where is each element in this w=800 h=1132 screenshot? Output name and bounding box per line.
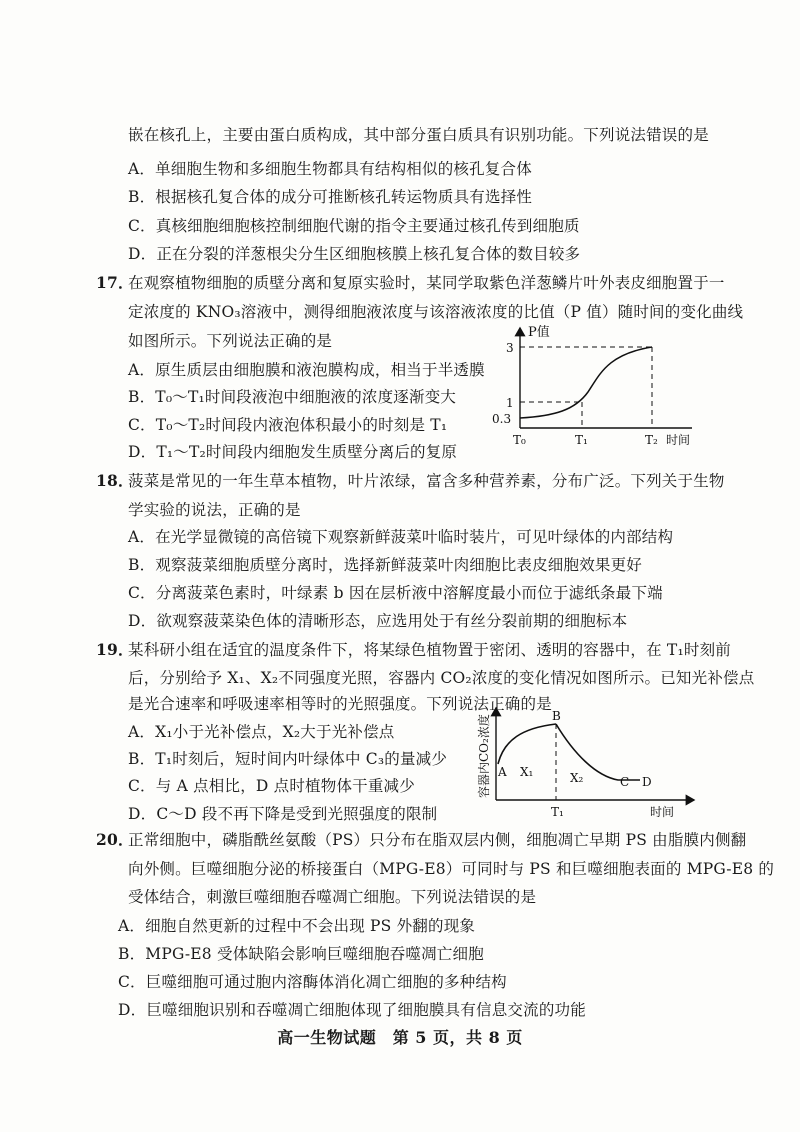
q18-number: 18． xyxy=(96,471,134,490)
q20-option-d: D．巨噬细胞识别和吞噬凋亡细胞体现了细胞膜具有信息交流的功能 xyxy=(118,1001,586,1019)
q16-stem-continued: 嵌在核孔上，主要由蛋白质构成，其中部分蛋白质具有识别功能。下列说法错误的是 xyxy=(128,126,709,144)
q17-stem-line-1: 在观察植物细胞的质壁分离和复原实验时，某同学取紫色洋葱鳞片叶外表皮细胞置于一 xyxy=(128,274,725,292)
q16-option-a: A．单细胞生物和多细胞生物都具有结构相似的核孔复合体 xyxy=(128,160,532,178)
q16-option-b: B．根据核孔复合体的成分可推断核孔转运物质具有选择性 xyxy=(128,188,533,206)
q17-curve xyxy=(520,347,652,418)
q16-option-d: D．正在分裂的洋葱根尖分生区细胞核膜上核孔复合体的数目较多 xyxy=(128,245,581,263)
q20-stem-line-3: 受体结合，刺激巨噬细胞吞噬凋亡细胞。下列说法错误的是 xyxy=(128,888,537,906)
q17-xtick-t1: T₁ xyxy=(575,433,588,447)
q18-stem-line-1: 菠菜是常见的一年生草本植物，叶片浓绿，富含多种营养素，分布广泛。下列关于生物 xyxy=(128,472,725,490)
q19-option-d: D．C～D 段不再下降是受到光照强度的限制 xyxy=(128,805,438,823)
q18-stem-line-2: 学实验的说法，正确的是 xyxy=(128,501,301,519)
q18-option-b: B．观察菠菜细胞质壁分离时，选择新鲜菠菜叶肉细胞比表皮细胞效果更好 xyxy=(128,556,642,574)
q17-ytick-0-3: 0.3 xyxy=(492,412,512,426)
q19-stem-line-1: 某科研小组在适宜的温度条件下，将某绿色植物置于密闭、透明的容器中，在 T₁时刻前 xyxy=(128,641,731,659)
q19-region-x2: X₂ xyxy=(570,771,584,785)
page-footer: 高一生物试题 第 5 页，共 8 页 xyxy=(277,1028,523,1047)
q19-curve-x2 xyxy=(556,724,640,780)
q18-option-c: C．分离菠菜色素时，叶绿素 b 因在层析液中溶解度最小而位于滤纸条最下端 xyxy=(128,584,663,602)
q19-number: 19． xyxy=(96,640,134,659)
q18-option-a: A．在光学显微镜的高倍镜下观察新鲜菠菜叶临时装片，可见叶绿体的内部结构 xyxy=(128,528,674,546)
q17-option-a: A．原生质层由细胞膜和液泡膜构成，相当于半透膜 xyxy=(128,361,485,379)
q19-point-b: B xyxy=(552,709,561,723)
q18-option-d: D．欲观察菠菜染色体的清晰形态，应选用处于有丝分裂前期的细胞标本 xyxy=(128,612,628,630)
q19-ylabel: 容器内CO₂浓度 xyxy=(477,714,491,798)
q17-number: 17． xyxy=(96,273,134,292)
q17-xlabel: 时间 xyxy=(666,433,691,447)
q19-stem-line-3: 是光合速率和呼吸速率相等时的光照强度。下列说法正确的是 xyxy=(128,695,552,713)
q20-option-c: C．巨噬细胞可通过胞内溶酶体消化凋亡细胞的多种结构 xyxy=(118,973,507,991)
q19-co2-chart xyxy=(470,702,702,820)
q20-stem-line-2: 向外侧。巨噬细胞分泌的桥接蛋白（MPG-E8）可同时与 PS 和巨噬细胞表面的 MPG-E8 的 xyxy=(128,860,775,878)
q20-option-b: B．MPG-E8 受体缺陷会影响巨噬细胞吞噬凋亡细胞 xyxy=(118,945,484,963)
q17-option-d: D．T₁～T₂时间段内细胞发生质壁分离后的复原 xyxy=(128,443,458,461)
q19-point-c: C xyxy=(620,775,630,789)
q19-point-d: D xyxy=(642,775,652,789)
q19-point-a: A xyxy=(498,765,507,779)
q17-xtick-t2: T₂ xyxy=(645,433,658,447)
q20-option-a: A．细胞自然更新的过程中不会出现 PS 外翻的现象 xyxy=(118,917,476,935)
q19-xlabel: 时间 xyxy=(650,805,675,819)
q19-option-c: C．与 A 点相比，D 点时植物体干重减少 xyxy=(128,777,415,795)
q19-stem-line-2: 后，分别给予 X₁、X₂不同强度光照，容器内 CO₂浓度的变化情况如图所示。已知光补偿点 xyxy=(128,669,755,687)
q17-xtick-t0: T₀ xyxy=(513,433,526,447)
q17-option-b: B．T₀～T₁时间段液泡中细胞液的浓度逐渐变大 xyxy=(128,388,457,406)
q20-stem-line-1: 正常细胞中，磷脂酰丝氨酸（PS）只分布在脂双层内侧，细胞凋亡早期 PS 由脂膜内侧翻 xyxy=(128,831,747,849)
q19-region-x1: X₁ xyxy=(520,765,534,779)
q17-ytick-1: 1 xyxy=(506,396,514,410)
q17-stem-line-3: 如图所示。下列说法正确的是 xyxy=(128,332,333,350)
q19-xtick-t1: T₁ xyxy=(551,805,564,819)
q17-stem-line-2: 定浓度的 KNO₃溶液中，测得细胞液浓度与该溶液浓度的比值（P 值）随时间的变化曲线 xyxy=(128,303,744,321)
q17-p-value-chart xyxy=(480,322,700,450)
q20-number: 20． xyxy=(96,830,134,849)
q19-option-a: A．X₁小于光补偿点，X₂大于光补偿点 xyxy=(128,723,395,741)
q17-ylabel: P值 xyxy=(528,325,550,340)
q16-option-c: C．真核细胞细胞核控制细胞代谢的指令主要通过核孔传到细胞质 xyxy=(128,217,580,235)
q17-ytick-3: 3 xyxy=(506,341,514,355)
q19-curve-x1 xyxy=(498,724,556,764)
q17-option-c: C．T₀～T₂时间段内液泡体积最小的时刻是 T₁ xyxy=(128,416,448,434)
q19-option-b: B．T₁时刻后，短时间内叶绿体中 C₃的量减少 xyxy=(128,750,448,768)
